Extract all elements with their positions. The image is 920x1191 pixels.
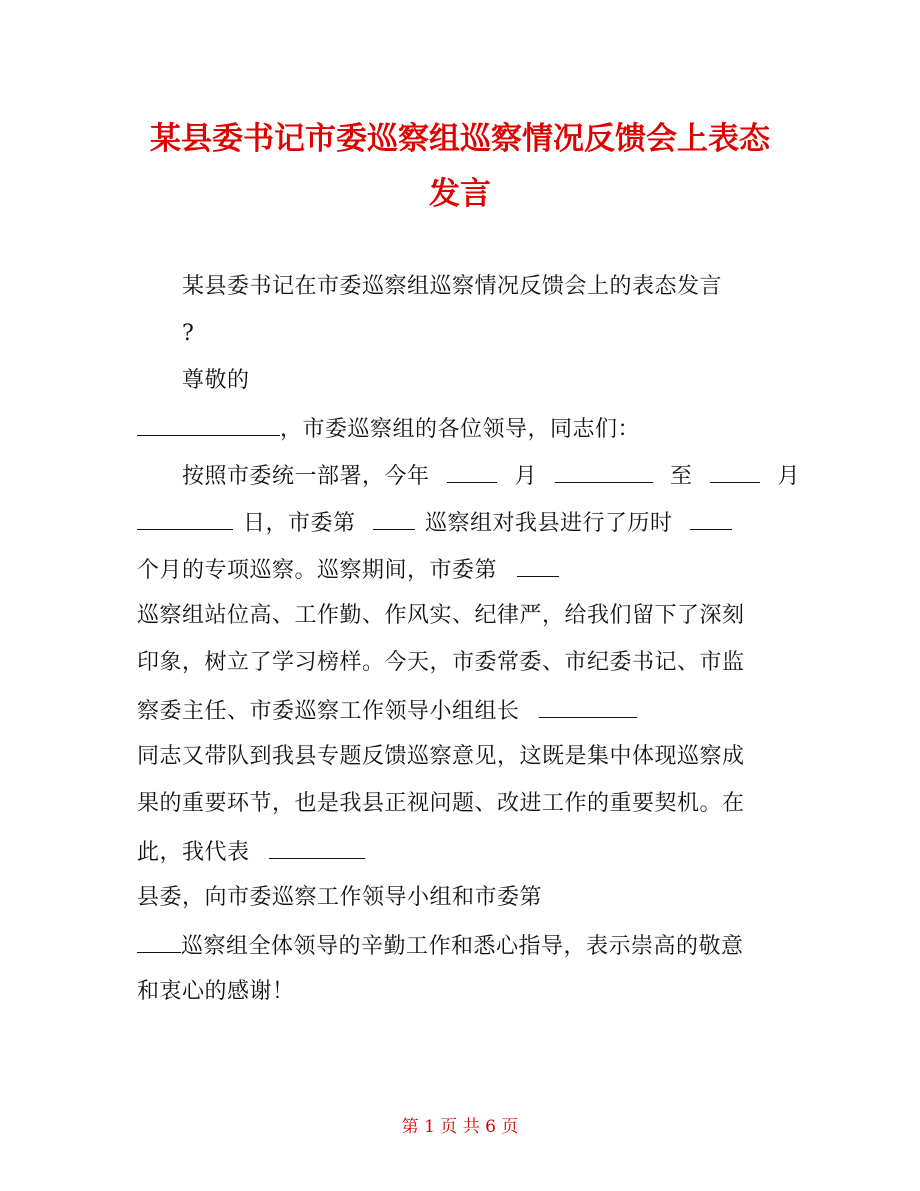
fill-blank (447, 460, 497, 483)
fill-blank (137, 413, 280, 436)
paragraph-line: 印象，树立了学习榜样。今天，市委常委、市纪委书记、市监 (137, 650, 745, 675)
title-line-2: 发言 (429, 176, 491, 212)
paragraph-line: 同志又带队到我县专题反馈巡察意见，这既是集中体现巡察成 (137, 744, 745, 769)
page-number: 第 1 页 共 6 页 (401, 1117, 519, 1137)
salutation-line: ，市委巡察组的各位领导，同志们： (137, 413, 640, 445)
paragraph-line: 察委主任、市委巡察工作领导小组组长 (137, 695, 637, 727)
fill-blank (517, 554, 559, 577)
page-footer (0, 1112, 920, 1137)
fill-blank (555, 460, 653, 483)
paragraph-line: ? (182, 321, 195, 346)
fill-blank (690, 507, 732, 530)
title-line-1: 某县委书记市委巡察组巡察情况反馈会上表态 (150, 121, 770, 157)
fill-blank (269, 836, 365, 859)
paragraph-line: 巡察组全体领导的辛勤工作和悉心指导，表示崇高的敬意 (137, 930, 744, 962)
paragraph-line: 和衷心的感谢！ (137, 979, 295, 1004)
paragraph-line: 果的重要环节，也是我县正视问题、改进工作的重要契机。在 (137, 791, 745, 816)
paragraph-line: 个月的专项巡察。巡察期间，市委第 (137, 554, 559, 586)
paragraph-line: 巡察组站位高、工作勤、作风实、纪律严，给我们留下了深刻 (137, 603, 745, 628)
paragraph-line: 此，我代表 (137, 836, 365, 868)
paragraph-line: 某县委书记在市委巡察组巡察情况反馈会上的表态发言 (182, 274, 723, 299)
paragraph-line: 县委，向市委巡察工作领导小组和市委第 (137, 885, 543, 910)
salutation-line: 尊敬的 (182, 368, 250, 393)
fill-blank (710, 460, 760, 483)
fill-blank (373, 507, 415, 530)
paragraph-line: 按照市委统一部署，今年 月 至 月 (182, 460, 800, 492)
fill-blank (137, 930, 181, 953)
fill-blank (137, 507, 233, 530)
paragraph-line: 日，市委第 巡察组对我县进行了历时 (137, 507, 732, 539)
document-title (110, 112, 810, 222)
fill-blank (539, 695, 637, 718)
